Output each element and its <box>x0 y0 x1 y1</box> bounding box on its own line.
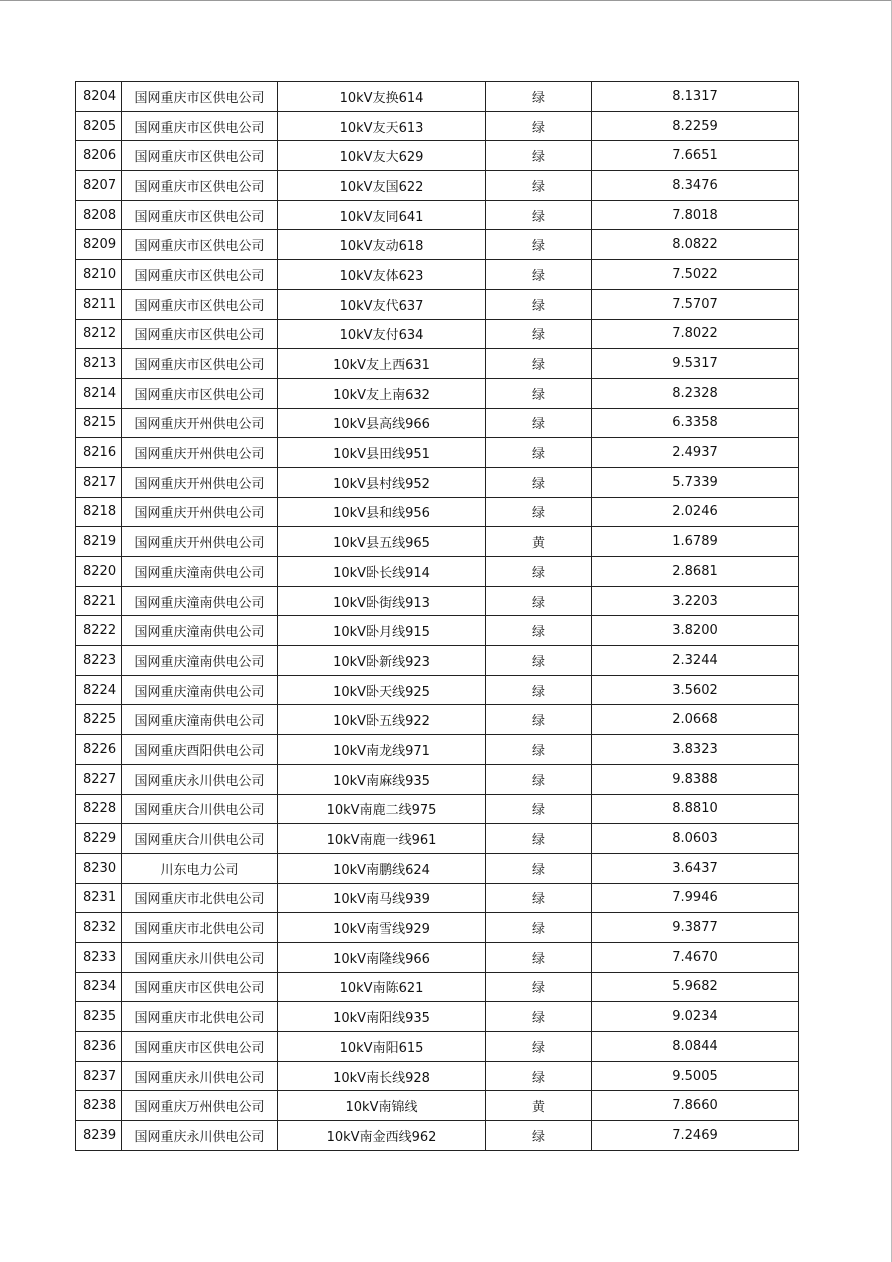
table-row <box>76 111 799 141</box>
value-cell: 3.8323 <box>592 735 799 765</box>
row-id-cell: 8209 <box>76 230 122 260</box>
status-cell: 绿 <box>486 557 592 587</box>
table-row <box>76 141 799 171</box>
status-cell: 绿 <box>486 467 592 497</box>
table-row <box>76 82 799 112</box>
row-id-cell: 8213 <box>76 349 122 379</box>
row-id-cell: 8219 <box>76 527 122 557</box>
value-cell: 7.8660 <box>592 1091 799 1121</box>
status-cell: 绿 <box>486 319 592 349</box>
table-row <box>76 527 799 557</box>
status-cell: 绿 <box>486 883 592 913</box>
row-id-cell: 8224 <box>76 675 122 705</box>
value-cell: 8.0844 <box>592 1032 799 1062</box>
value-cell: 7.8018 <box>592 200 799 230</box>
org-name-cell: 国网重庆市区供电公司 <box>122 319 278 349</box>
row-id-cell: 8223 <box>76 646 122 676</box>
org-name-cell: 国网重庆市区供电公司 <box>122 1032 278 1062</box>
value-cell: 2.0246 <box>592 497 799 527</box>
value-cell: 7.6651 <box>592 141 799 171</box>
line-name-cell: 10kV卧新线923 <box>278 646 486 676</box>
line-name-cell: 10kV南锦线 <box>278 1091 486 1121</box>
line-name-cell: 10kV友体623 <box>278 260 486 290</box>
line-name-cell: 10kV卧月线915 <box>278 616 486 646</box>
status-cell: 绿 <box>486 942 592 972</box>
status-cell: 绿 <box>486 111 592 141</box>
status-cell: 绿 <box>486 586 592 616</box>
value-cell: 3.2203 <box>592 586 799 616</box>
line-name-cell: 10kV友上南632 <box>278 378 486 408</box>
status-cell: 绿 <box>486 913 592 943</box>
table-row <box>76 735 799 765</box>
line-name-cell: 10kV卧街线913 <box>278 586 486 616</box>
value-cell: 7.8022 <box>592 319 799 349</box>
line-name-cell: 10kV友动618 <box>278 230 486 260</box>
org-name-cell: 国网重庆酉阳供电公司 <box>122 735 278 765</box>
line-name-cell: 10kV南鹿二线975 <box>278 794 486 824</box>
value-cell: 9.3877 <box>592 913 799 943</box>
line-name-cell: 10kV友付634 <box>278 319 486 349</box>
row-id-cell: 8210 <box>76 260 122 290</box>
line-name-cell: 10kV南长线928 <box>278 1061 486 1091</box>
status-cell: 绿 <box>486 764 592 794</box>
line-name-cell: 10kV南隆线966 <box>278 942 486 972</box>
row-id-cell: 8212 <box>76 319 122 349</box>
line-name-cell: 10kV县高线966 <box>278 408 486 438</box>
line-name-cell: 10kV南鹏线624 <box>278 853 486 883</box>
org-name-cell: 国网重庆市区供电公司 <box>122 378 278 408</box>
org-name-cell: 国网重庆市区供电公司 <box>122 200 278 230</box>
value-cell: 7.5022 <box>592 260 799 290</box>
value-cell: 3.6437 <box>592 853 799 883</box>
value-cell: 7.9946 <box>592 883 799 913</box>
row-id-cell: 8234 <box>76 972 122 1002</box>
row-id-cell: 8238 <box>76 1091 122 1121</box>
table-row <box>76 883 799 913</box>
table-row <box>76 497 799 527</box>
status-cell: 绿 <box>486 200 592 230</box>
status-cell: 绿 <box>486 1121 592 1151</box>
row-id-cell: 8233 <box>76 942 122 972</box>
org-name-cell: 国网重庆市区供电公司 <box>122 972 278 1002</box>
org-name-cell: 国网重庆潼南供电公司 <box>122 705 278 735</box>
row-id-cell: 8227 <box>76 764 122 794</box>
table-row <box>76 1032 799 1062</box>
org-name-cell: 川东电力公司 <box>122 853 278 883</box>
line-name-cell: 10kV卧天线925 <box>278 675 486 705</box>
line-name-cell: 10kV南雪线929 <box>278 913 486 943</box>
row-id-cell: 8215 <box>76 408 122 438</box>
value-cell: 2.8681 <box>592 557 799 587</box>
table-row <box>76 378 799 408</box>
status-cell: 绿 <box>486 171 592 201</box>
row-id-cell: 8237 <box>76 1061 122 1091</box>
org-name-cell: 国网重庆潼南供电公司 <box>122 646 278 676</box>
line-name-cell: 10kV南金西线962 <box>278 1121 486 1151</box>
value-cell: 9.8388 <box>592 764 799 794</box>
status-cell: 绿 <box>486 497 592 527</box>
line-name-cell: 10kV县和线956 <box>278 497 486 527</box>
row-id-cell: 8232 <box>76 913 122 943</box>
line-name-cell: 10kV卧五线922 <box>278 705 486 735</box>
row-id-cell: 8208 <box>76 200 122 230</box>
line-name-cell: 10kV卧长线914 <box>278 557 486 587</box>
table-row <box>76 319 799 349</box>
table-row <box>76 586 799 616</box>
org-name-cell: 国网重庆潼南供电公司 <box>122 557 278 587</box>
status-cell: 绿 <box>486 853 592 883</box>
row-id-cell: 8205 <box>76 111 122 141</box>
value-cell: 5.9682 <box>592 972 799 1002</box>
table-row <box>76 942 799 972</box>
table-row <box>76 1002 799 1032</box>
status-cell: 绿 <box>486 824 592 854</box>
status-cell: 绿 <box>486 378 592 408</box>
line-name-cell: 10kV县五线965 <box>278 527 486 557</box>
org-name-cell: 国网重庆市区供电公司 <box>122 289 278 319</box>
row-id-cell: 8207 <box>76 171 122 201</box>
value-cell: 8.0822 <box>592 230 799 260</box>
line-name-cell: 10kV友上西631 <box>278 349 486 379</box>
table-row <box>76 764 799 794</box>
table-row <box>76 794 799 824</box>
status-cell: 绿 <box>486 141 592 171</box>
table-row <box>76 1061 799 1091</box>
status-cell: 绿 <box>486 289 592 319</box>
table-row <box>76 230 799 260</box>
table-row <box>76 557 799 587</box>
table-row <box>76 675 799 705</box>
line-name-cell: 10kV友天613 <box>278 111 486 141</box>
status-cell: 绿 <box>486 1032 592 1062</box>
status-cell: 绿 <box>486 230 592 260</box>
line-name-cell: 10kV南麻线935 <box>278 764 486 794</box>
status-cell: 绿 <box>486 260 592 290</box>
org-name-cell: 国网重庆市北供电公司 <box>122 913 278 943</box>
row-id-cell: 8221 <box>76 586 122 616</box>
value-cell: 8.2259 <box>592 111 799 141</box>
status-cell: 绿 <box>486 794 592 824</box>
row-id-cell: 8206 <box>76 141 122 171</box>
line-name-cell: 10kV南马线939 <box>278 883 486 913</box>
status-cell: 黄 <box>486 1091 592 1121</box>
table-row <box>76 260 799 290</box>
value-cell: 7.4670 <box>592 942 799 972</box>
status-cell: 绿 <box>486 408 592 438</box>
table-row <box>76 349 799 379</box>
value-cell: 9.5317 <box>592 349 799 379</box>
status-cell: 绿 <box>486 438 592 468</box>
value-cell: 5.7339 <box>592 467 799 497</box>
table-row <box>76 616 799 646</box>
org-name-cell: 国网重庆永川供电公司 <box>122 942 278 972</box>
value-cell: 8.1317 <box>592 82 799 112</box>
org-name-cell: 国网重庆合川供电公司 <box>122 824 278 854</box>
org-name-cell: 国网重庆开州供电公司 <box>122 467 278 497</box>
value-cell: 8.3476 <box>592 171 799 201</box>
status-cell: 绿 <box>486 675 592 705</box>
value-cell: 2.4937 <box>592 438 799 468</box>
table-body <box>76 82 799 1151</box>
org-name-cell: 国网重庆永川供电公司 <box>122 764 278 794</box>
org-name-cell: 国网重庆开州供电公司 <box>122 408 278 438</box>
status-cell: 绿 <box>486 616 592 646</box>
row-id-cell: 8225 <box>76 705 122 735</box>
row-id-cell: 8204 <box>76 82 122 112</box>
org-name-cell: 国网重庆市区供电公司 <box>122 171 278 201</box>
status-cell: 绿 <box>486 349 592 379</box>
table-row <box>76 171 799 201</box>
status-cell: 黄 <box>486 527 592 557</box>
table-row <box>76 438 799 468</box>
org-name-cell: 国网重庆永川供电公司 <box>122 1061 278 1091</box>
table-row <box>76 913 799 943</box>
org-name-cell: 国网重庆开州供电公司 <box>122 527 278 557</box>
row-id-cell: 8236 <box>76 1032 122 1062</box>
org-name-cell: 国网重庆市区供电公司 <box>122 349 278 379</box>
row-id-cell: 8230 <box>76 853 122 883</box>
line-name-cell: 10kV友换614 <box>278 82 486 112</box>
row-id-cell: 8214 <box>76 378 122 408</box>
org-name-cell: 国网重庆市区供电公司 <box>122 82 278 112</box>
status-cell: 绿 <box>486 705 592 735</box>
line-name-cell: 10kV南阳线935 <box>278 1002 486 1032</box>
org-name-cell: 国网重庆市区供电公司 <box>122 260 278 290</box>
line-name-cell: 10kV南龙线971 <box>278 735 486 765</box>
table-row <box>76 1121 799 1151</box>
table-row <box>76 646 799 676</box>
status-cell: 绿 <box>486 972 592 1002</box>
org-name-cell: 国网重庆潼南供电公司 <box>122 586 278 616</box>
org-name-cell: 国网重庆永川供电公司 <box>122 1121 278 1151</box>
row-id-cell: 8211 <box>76 289 122 319</box>
value-cell: 2.0668 <box>592 705 799 735</box>
value-cell: 9.5005 <box>592 1061 799 1091</box>
page-top-rule <box>0 0 892 1</box>
value-cell: 7.2469 <box>592 1121 799 1151</box>
line-name-cell: 10kV友同641 <box>278 200 486 230</box>
value-cell: 3.8200 <box>592 616 799 646</box>
org-name-cell: 国网重庆市区供电公司 <box>122 111 278 141</box>
value-cell: 9.0234 <box>592 1002 799 1032</box>
line-name-cell: 10kV友代637 <box>278 289 486 319</box>
table-row <box>76 853 799 883</box>
row-id-cell: 8239 <box>76 1121 122 1151</box>
row-id-cell: 8218 <box>76 497 122 527</box>
line-name-cell: 10kV友国622 <box>278 171 486 201</box>
table-row <box>76 289 799 319</box>
table-row <box>76 824 799 854</box>
org-name-cell: 国网重庆潼南供电公司 <box>122 616 278 646</box>
status-cell: 绿 <box>486 646 592 676</box>
row-id-cell: 8222 <box>76 616 122 646</box>
value-cell: 6.3358 <box>592 408 799 438</box>
value-cell: 8.0603 <box>592 824 799 854</box>
org-name-cell: 国网重庆开州供电公司 <box>122 497 278 527</box>
value-cell: 2.3244 <box>592 646 799 676</box>
org-name-cell: 国网重庆市区供电公司 <box>122 230 278 260</box>
line-name-cell: 10kV南阳615 <box>278 1032 486 1062</box>
table-row <box>76 200 799 230</box>
row-id-cell: 8226 <box>76 735 122 765</box>
table-row <box>76 467 799 497</box>
status-cell: 绿 <box>486 1002 592 1032</box>
value-cell: 7.5707 <box>592 289 799 319</box>
row-id-cell: 8220 <box>76 557 122 587</box>
data-table <box>75 81 799 1151</box>
row-id-cell: 8217 <box>76 467 122 497</box>
line-name-cell: 10kV南鹿一线961 <box>278 824 486 854</box>
org-name-cell: 国网重庆开州供电公司 <box>122 438 278 468</box>
org-name-cell: 国网重庆市北供电公司 <box>122 883 278 913</box>
table-row <box>76 408 799 438</box>
status-cell: 绿 <box>486 1061 592 1091</box>
org-name-cell: 国网重庆万州供电公司 <box>122 1091 278 1121</box>
status-cell: 绿 <box>486 82 592 112</box>
table-row <box>76 705 799 735</box>
value-cell: 8.2328 <box>592 378 799 408</box>
table-row <box>76 972 799 1002</box>
value-cell: 8.8810 <box>592 794 799 824</box>
org-name-cell: 国网重庆市北供电公司 <box>122 1002 278 1032</box>
row-id-cell: 8235 <box>76 1002 122 1032</box>
row-id-cell: 8228 <box>76 794 122 824</box>
org-name-cell: 国网重庆潼南供电公司 <box>122 675 278 705</box>
line-name-cell: 10kV南陈621 <box>278 972 486 1002</box>
line-name-cell: 10kV县田线951 <box>278 438 486 468</box>
row-id-cell: 8216 <box>76 438 122 468</box>
status-cell: 绿 <box>486 735 592 765</box>
value-cell: 3.5602 <box>592 675 799 705</box>
row-id-cell: 8231 <box>76 883 122 913</box>
table-row <box>76 1091 799 1121</box>
org-name-cell: 国网重庆市区供电公司 <box>122 141 278 171</box>
row-id-cell: 8229 <box>76 824 122 854</box>
line-name-cell: 10kV县村线952 <box>278 467 486 497</box>
line-name-cell: 10kV友大629 <box>278 141 486 171</box>
value-cell: 1.6789 <box>592 527 799 557</box>
org-name-cell: 国网重庆合川供电公司 <box>122 794 278 824</box>
